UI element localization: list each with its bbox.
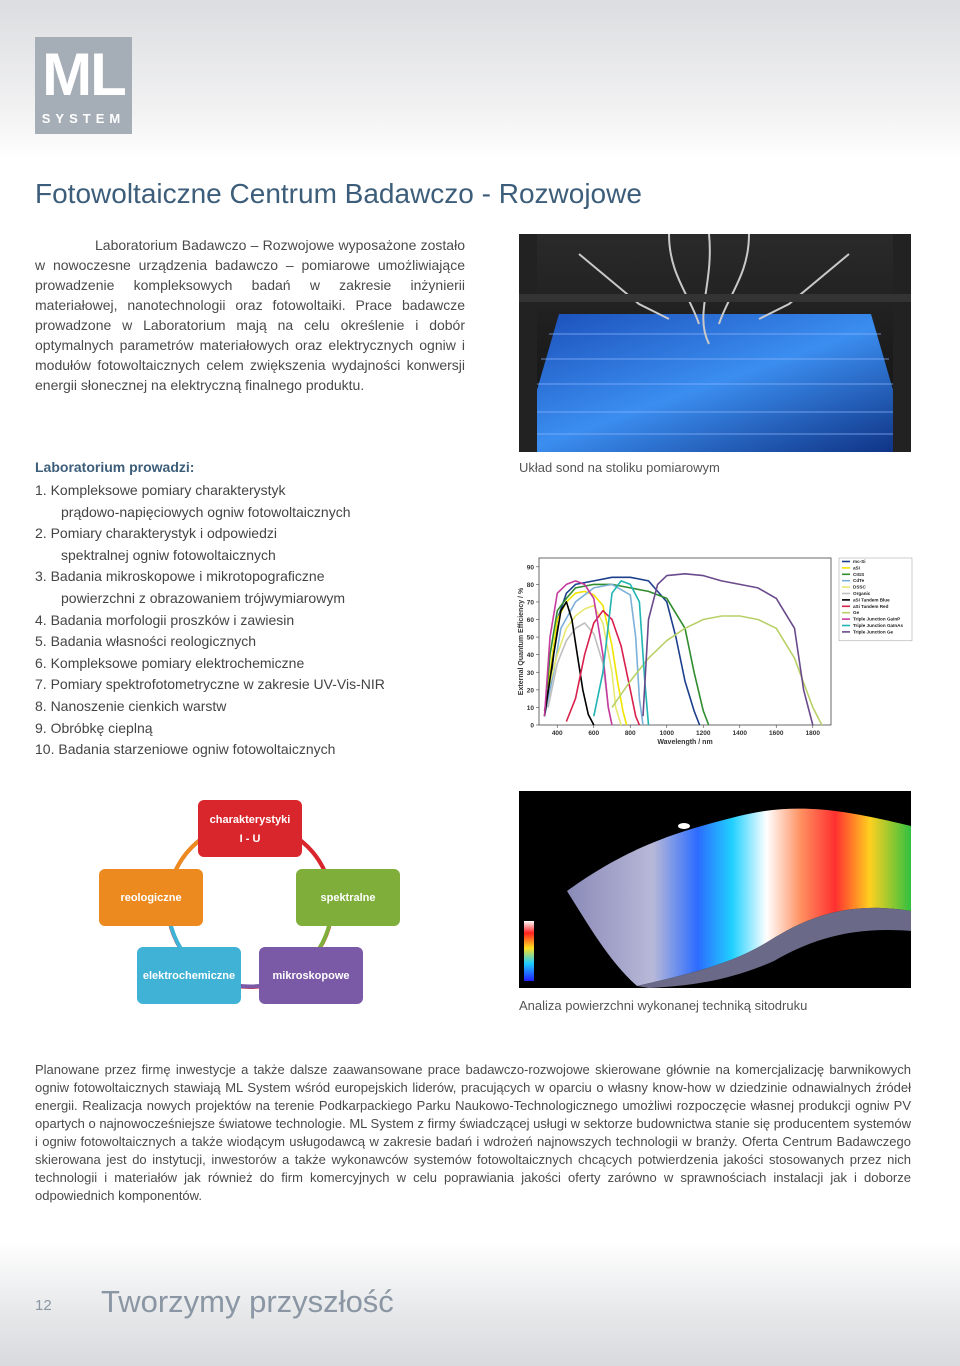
legend-entry: CIGS: [853, 571, 865, 577]
surface-render: [519, 791, 911, 988]
legend-entry: mc-Si: [853, 559, 866, 564]
logo-main-text: ML: [42, 41, 125, 108]
intro-text: Laboratorium Badawczo – Rozwojowe wyposażone zostało w nowoczesne urządzenia badawczo – pomiarowe umożliwiające prowadzenie kompleksowych badań w zakresie inżynierii materiałowej, nanotechnologii oraz fotowoltaiki. Prace badawcze prowadzone w Laboratorium mają na celu określenie i dobór optymalnych parametrów materiałowych oraz elektrycznych ogniw i modułów fotowoltaicznych celem zwiększenia wydajności konwersji energii słonecznej na elektryczną finalnego produktu.: [35, 237, 465, 393]
list-item: prądowo-napięciowych ogniw fotowoltaicznych: [61, 503, 351, 520]
y-tick-label: 30: [526, 669, 534, 677]
node-rheology-label: reologiczne: [120, 892, 182, 904]
node-rheology: [99, 869, 203, 926]
page-number: 12: [35, 1297, 52, 1314]
x-tick-label: 400: [551, 730, 563, 737]
probe-station-image: [519, 234, 911, 452]
ml-system-logo: [35, 37, 132, 134]
node-electrochem: [137, 947, 241, 1004]
header-band: [0, 0, 960, 160]
legend-entry: aSi Tandem Red: [853, 603, 889, 609]
x-tick-label: 1000: [659, 730, 674, 737]
y-tick-label: 0: [530, 722, 534, 730]
intro-paragraph: [35, 235, 465, 395]
x-tick-label: 1800: [805, 730, 820, 737]
list-item: 4. Badania morfologii proszków i zawiesin: [35, 611, 295, 628]
legend-entry: Ge: [853, 610, 860, 616]
list-item: 3. Badania mikroskopowe i mikrotopograficzne: [35, 568, 325, 585]
y-tick-label: 50: [526, 634, 534, 642]
lab-list: [35, 480, 475, 761]
node-microscopy-label: mikroskopowe: [272, 970, 350, 982]
probe-station-photo: [519, 234, 911, 452]
list-item: 7. Pomiary spektrofotometryczne w zakresie UV-Vis-NIR: [35, 676, 385, 693]
list-item: 8. Nanoszenie cienkich warstw: [35, 697, 227, 714]
list-item: 5. Badania własności reologicznych: [35, 633, 257, 650]
legend-entry: Triple Junction Ge: [853, 629, 894, 635]
surface-topography-image: [519, 791, 911, 988]
y-tick-label: 10: [526, 704, 534, 712]
x-tick-label: 1600: [769, 730, 784, 737]
surface-caption: Analiza powierzchni wykonanej techniką sitodruku: [519, 998, 808, 1013]
list-item: 2. Pomiary charakterystyk i odpowiedzi: [35, 525, 277, 542]
node-microscopy: [259, 947, 363, 1004]
closing-paragraph: Planowane przez firmę inwestycje a także dalsze zaawansowane prace badawczo-rozwojowe skierowane głównie na komercjalizację barwnikowych ogniw fotowoltaicznych stawiają ML System wśród europejskich liderów, pracujących w oparciu o własny know-how w dziedzinie odnawialnych źródeł energii. Realizacja nowych projektów na terenie Podkarpackiego Parku Naukowo-Technologicznego umożliwi rozpoczęcie własnej produkcji ogniw PV opartych o najnowocześniejsze światowe technologie. ML System z firmy świadczącej usługi w sektorze budownictwa stanie się producentem systemów i ogniw fotowoltaicznych a także wiodącym usługodawcą w zakresie badań i wdrożeń najnowszych technologii w branży. Oferta Centrum Badawczego skierowana jest do instytucji, inwestorów a także wykonawców systemów fotowoltaicznych chcących potwierdzenia jakości stosowanych przez nich technologii i materiałów jak również do firm komercyjnych w celu poprawiania jakości oferty zarówno w sprawnościach instalacji jak i doborze odpowiednich komponentów.: [35, 1062, 911, 1203]
y-tick-label: 80: [526, 581, 534, 589]
node-spectral-label: spektralne: [320, 892, 376, 904]
footer-tagline: Tworzymy przyszłość: [101, 1284, 394, 1319]
node-iu: [198, 800, 302, 857]
photo-caption: Układ sond na stoliku pomiarowym: [519, 460, 720, 475]
list-item: 1. Kompleksowe pomiary charakterystyk: [35, 482, 286, 498]
lab-heading: Laboratorium prowadzi:: [35, 459, 195, 475]
legend-entry: DSSC: [853, 584, 866, 590]
node-iu-label2: I - U: [239, 833, 261, 845]
x-axis-label: Wavelength / nm: [657, 739, 713, 746]
legend-entry: Triple Junction GaInP: [853, 616, 901, 622]
list-item: 10. Badania starzeniowe ogniw fotowoltaicznych: [35, 741, 336, 758]
legend-entry: Triple Junction GaInAs: [853, 623, 904, 628]
y-tick-label: 60: [526, 617, 534, 625]
x-tick-label: 800: [624, 730, 636, 737]
x-tick-label: 600: [588, 730, 600, 737]
measurement-cycle-diagram: [90, 795, 410, 1010]
list-item: 9. Obróbkę cieplną: [35, 719, 153, 736]
eqe-chart: [515, 555, 915, 750]
node-electrochem-label: elektrochemiczne: [142, 970, 236, 982]
legend-entry: aSi Tandem Blue: [853, 597, 890, 603]
legend-entry: Organic: [853, 591, 871, 596]
y-axis-label: External Quantum Efficiency / %: [518, 587, 525, 696]
legend-entry: CdTe: [853, 578, 865, 584]
list-item: powierzchni z obrazowaniem trójwymiarowym: [61, 589, 345, 606]
y-tick-label: 40: [526, 652, 534, 660]
node-iu-label: charakterystyki: [209, 814, 291, 826]
y-tick-label: 70: [526, 599, 534, 607]
node-iu-box: [198, 800, 302, 857]
x-tick-label: 1400: [732, 730, 747, 737]
node-spectral: [296, 869, 400, 926]
legend-entry: aSi: [853, 565, 860, 571]
y-tick-label: 90: [526, 564, 534, 572]
x-tick-label: 1200: [696, 730, 711, 737]
page-title: Fotowoltaiczne Centrum Badawczo - Rozwojowe: [35, 178, 642, 209]
list-item: spektralnej ogniw fotowoltaicznych: [61, 546, 276, 563]
logo-sub-text: SYSTEM: [41, 111, 126, 126]
list-item: 6. Kompleksowe pomiary elektrochemiczne: [35, 654, 305, 671]
y-tick-label: 20: [526, 687, 534, 695]
